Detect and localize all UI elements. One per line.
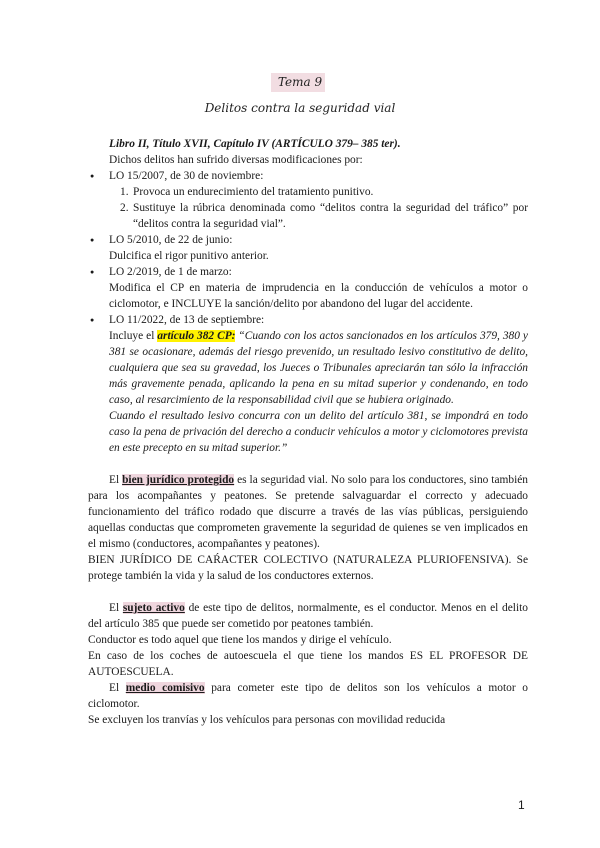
- page-number: 1: [518, 798, 525, 812]
- medio-line-2: Se excluyen los tranvías y los vehículos para personas con movilidad reducida: [88, 714, 446, 726]
- sujeto-line-2: Conductor es todo aquel que tiene los mandos y dirige el vehículo.: [88, 634, 392, 646]
- bien-juridico-term: bien jurídico protegido: [122, 474, 235, 486]
- lo2019-text: Modifica el CP en materia de imprudencia en la conducción de vehículos a motor o ciclomotor, e INCLUYE la sanción/delito por abandono del lugar del accidente.: [109, 282, 528, 310]
- lo2022-quote: Incluye el artículo 382 CP: “Cuando con los actos sancionados en los artículos 379, 380 y 381 se ocasionare, además del riesgo prevenido, un resultado lesivo constitutivo de delito, cualquiera que sea su gravedad, los Jueces o Tribunales apreciarán tan sólo la infracción más gravemente penada, aplicando la pena en su mitad superior y condenando, en todo caso, al resarcimiento de la responsabilidad civil que se hubiera originado.: [109, 330, 528, 406]
- page-subtitle: Delitos contra la seguridad vial: [204, 101, 396, 115]
- legal-reference: Libro II, Título XVII, Capítulo IV (ARTÍCULO 379– 385 ter).: [109, 138, 401, 150]
- document-body: [88, 136, 528, 728]
- lo2022-quote-2: Cuando el resultado lesivo concurra con un delito del artículo 381, se impondrá en todo caso la pena de privación del derecho a conducir vehículos a motor y ciclomotores prevista en este precepto en su mitad superior.”: [109, 410, 528, 454]
- sujeto-activo-term: sujeto activo: [122, 602, 185, 614]
- bien-juridico-paragraph: El bien jurídico protegido es la seguridad vial. No solo para los conductores, sino también para los acompañantes y peatones. Se pretende salvaguardar el correcto y adecuado funcionamiento del tráfico rodado que discurre a través de las vías públicas, persiguiendo aquellas conductas que comprometen gravemente la seguridad de quienes se ven implicados en el mismo (conductores, acompañantes y peatones).: [88, 474, 529, 550]
- bullet-lo2019: ● LO 2/2019, de 1 de marzo:: [88, 264, 528, 280]
- bullet-lo2007: ● LO 15/2007, de 30 de noviembre:: [88, 168, 528, 184]
- numbered-item-2: 2. Sustituye la rúbrica denominada como “delitos contra la seguridad del tráfico” por “delitos contra la seguridad vial”.: [120, 202, 528, 230]
- bullet-lo2010: ● LO 5/2010, de 22 de junio:: [88, 232, 528, 248]
- page-title: Tema 9: [277, 75, 323, 89]
- numbered-item-1: 1. Provoca un endurecimiento del tratamiento punitivo.: [120, 186, 374, 198]
- intro-line: Dichos delitos han sufrido diversas modificaciones por:: [109, 154, 363, 166]
- sujeto-line-3: En caso de los coches de autoescuela el que tiene los mandos ES EL PROFESOR DE AUTOESCUELA.: [88, 650, 528, 678]
- bien-juridico-extra: BIEN JURÍDICO DE CAŔACTER COLECTIVO (NATURALEZA PLURIOFENSIVA). Se protege también la vida y la salud de los conductores externos.: [88, 554, 528, 582]
- sujeto-activo-paragraph: El sujeto activo de este tipo de delitos, normalmente, es el conductor. Menos en el delito del artículo 385 que puede ser cometido por peatones también.: [88, 602, 528, 630]
- bullet-lo2022: ● LO 11/2022, de 13 de septiembre:: [88, 312, 528, 328]
- article-382-highlight: artículo 382 CP:: [157, 330, 236, 342]
- medio-comisivo-term: medio comisivo: [125, 682, 205, 694]
- medio-comisivo-paragraph: El medio comisivo para cometer este tipo de delitos son los vehículos a motor o ciclomotor.: [88, 682, 528, 710]
- lo2010-text: Dulcifica el rigor punitivo anterior.: [109, 250, 269, 262]
